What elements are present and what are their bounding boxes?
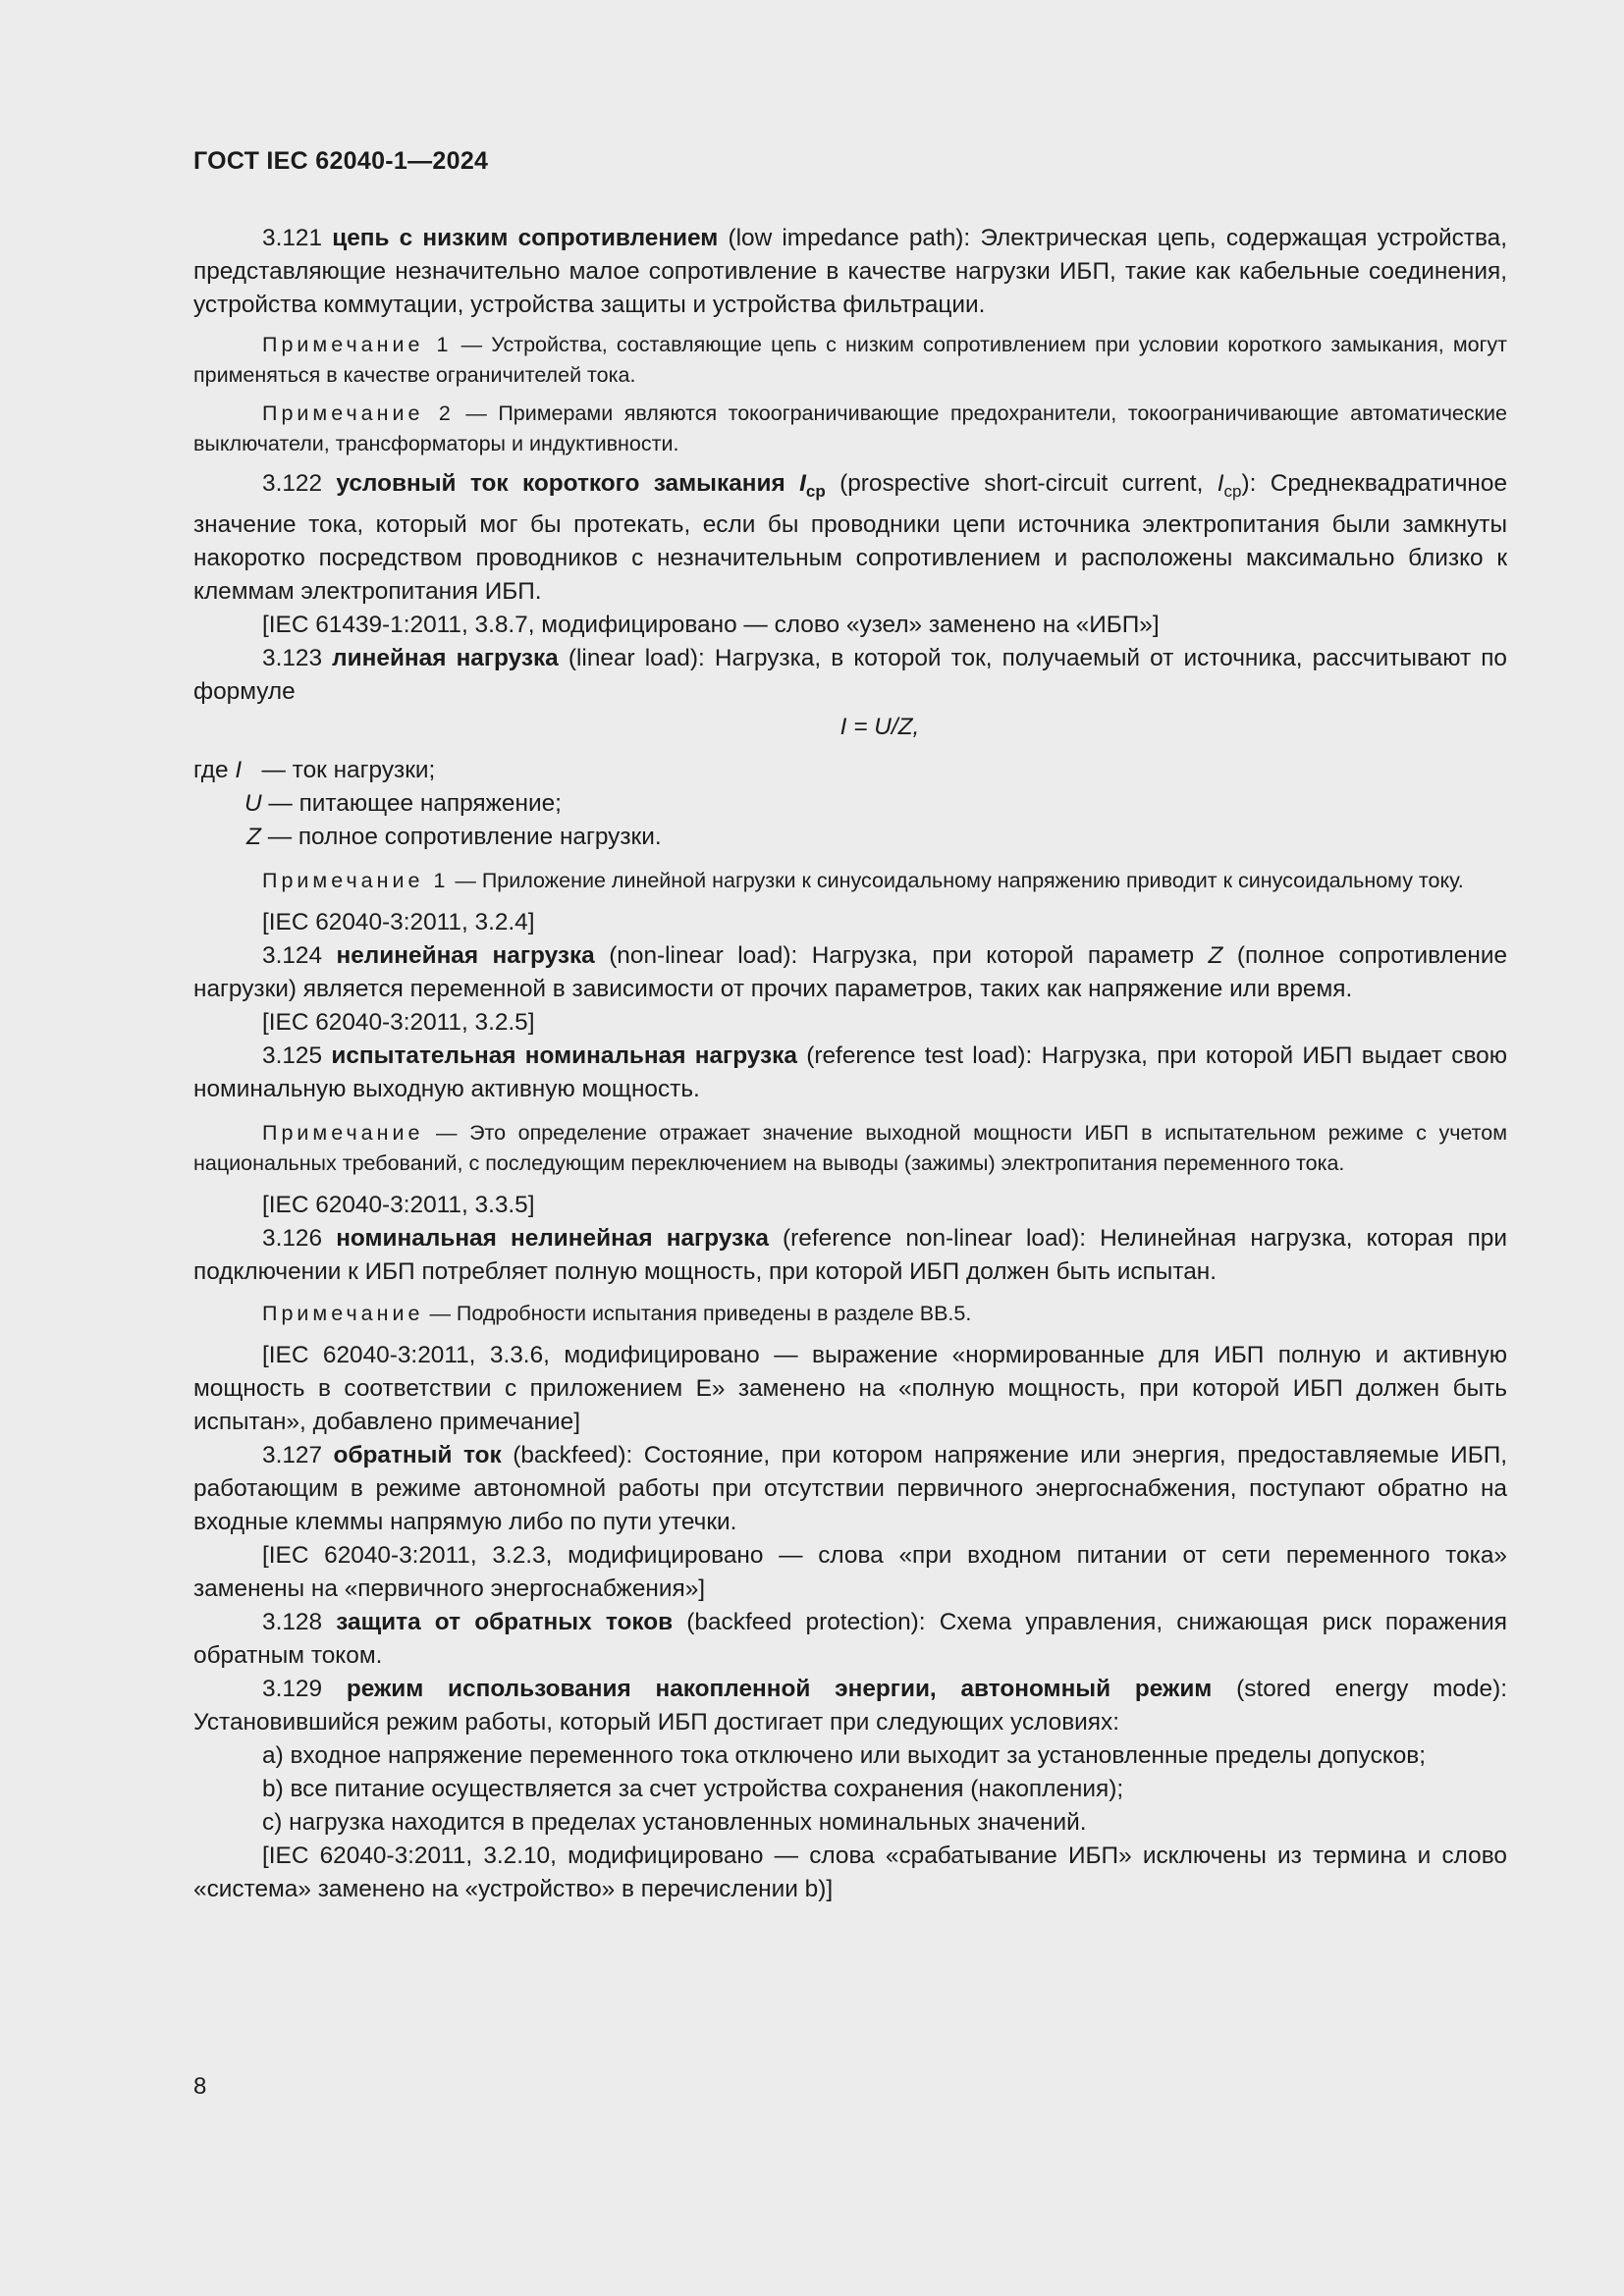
term-name: номинальная нелинейная нагрузка — [336, 1225, 769, 1252]
legend-text: — ток нагрузки; — [261, 757, 436, 783]
list-item-a: a) входное напряжение переменного тока отключено или выходит за установленные пределы допусков; — [262, 1742, 1427, 1769]
note-text: — Подробности испытания приведены в разделе ВВ.5. — [429, 1302, 972, 1325]
term-symbol-subscript: ср — [805, 482, 826, 501]
where-word: где — [193, 757, 229, 783]
term-number: 3.125 — [262, 1042, 323, 1069]
term-name: защита от обратных токов — [336, 1609, 674, 1635]
legend-text: — полное сопротивление нагрузки. — [267, 824, 662, 850]
term-definition-part2: ): Среднеквадратичное значение тока, который мог бы протекать, если бы проводники цепи источника электропитания были замкнуты накоротко посредством проводников с незначительным сопротивлением и расположены максимально близко к клеммам электропитания ИБП. — [193, 470, 1508, 605]
note-label: Примечание — [262, 1302, 424, 1325]
legend-line-u — [193, 787, 1507, 821]
note-text: — Это определение отражает значение выходной мощности ИБП в испытательном режиме с учетом национальных требований, с последующим переключением на выводы (зажимы) электропитания переменного тока. — [193, 1121, 1507, 1175]
term-definition: (backfeed protection): Схема управления, снижающая риск поражения обратным током. — [193, 1609, 1507, 1669]
term-name: цепь с низким сопротивлением — [332, 225, 719, 251]
term-3-128 — [193, 1606, 1507, 1673]
note-text: — Примерами являются токоограничивающие предохранители, токоограничивающие автоматические выключатели, трансформаторы и индуктивности. — [193, 401, 1507, 455]
note-3-126 — [193, 1299, 1507, 1329]
term-3-129 — [193, 1673, 1507, 1739]
term-symbol: I — [799, 470, 806, 497]
document-body — [193, 222, 1507, 1906]
reference-3-122: [IEC 61439-1:2011, 3.8.7, модифицировано — слово «узел» заменено на «ИБП»] — [262, 612, 1160, 638]
term-definition-part1: (non-linear load): Нагрузка, при которой параметр — [609, 942, 1195, 969]
note-label: Примечание 1 — [262, 333, 453, 356]
term-number: 3.121 — [262, 225, 323, 251]
reference-3-129: [IEC 62040-3:2011, 3.2.10, модифицировано — слова «срабатывание ИБП» исключены из термина и слово «система» заменено на «устройство» в перечислении b)] — [193, 1842, 1507, 1902]
note-text: — Приложение линейной нагрузки к синусоидальному напряжению приводит к синусоидальному току. — [455, 869, 1464, 892]
term-number: 3.127 — [262, 1442, 323, 1468]
term-3-126 — [193, 1222, 1507, 1289]
term-number: 3.124 — [262, 942, 323, 969]
reference-3-126: [IEC 62040-3:2011, 3.3.6, модифицировано — выражение «нормированные для ИБП полную и активную мощность в соответствии с приложением Е» заменено на «полную мощность, при которой ИБП должен быть испытан», добавлено примечание] — [193, 1342, 1507, 1435]
term-name: условный ток короткого замыкания — [336, 470, 785, 497]
term-name: линейная нагрузка — [332, 645, 559, 671]
term-number: 3.129 — [262, 1676, 323, 1702]
term-symbol-inline: Z — [1208, 942, 1223, 969]
reference-3-123: [IEC 62040-3:2011, 3.2.4] — [262, 909, 535, 935]
term-definition: (reference test load): Нагрузка, при которой ИБП выдает свою номинальную выходную активную мощность. — [193, 1042, 1507, 1102]
term-symbol-inline-subscript: ср — [1223, 482, 1242, 501]
term-name: испытательная номинальная нагрузка — [331, 1042, 797, 1069]
formula: I = U/Z, — [839, 714, 920, 740]
legend-line-i — [193, 754, 1507, 787]
legend-symbol: U — [244, 790, 262, 817]
term-3-127 — [193, 1439, 1507, 1539]
legend-symbol: I — [235, 757, 243, 783]
legend-text: — питающее напряжение; — [268, 790, 562, 817]
term-definition: (low impedance path): Электрическая цепь, содержащая устройства, представляющие незначительно малое сопротивление в качестве нагрузки ИБП, такие как кабельные соединения, устройства коммутации, устройства защиты и устройства фильтрации. — [193, 225, 1507, 318]
term-name: режим использования накопленной энергии, автономный режим — [346, 1676, 1213, 1702]
term-definition: (stored energy mode): Установившийся режим работы, который ИБП достигает при следующих условиях: — [193, 1676, 1508, 1735]
note-3-121-2 — [193, 399, 1507, 459]
page-number: 8 — [193, 2073, 207, 2100]
term-3-124 — [193, 939, 1507, 1006]
reference-3-127: [IEC 62040-3:2011, 3.2.3, модифицировано — слова «при входном питании от сети переменного тока» заменены на «первичного энергоснабжения»] — [193, 1542, 1507, 1602]
term-3-125 — [193, 1040, 1507, 1106]
reference-3-124: [IEC 62040-3:2011, 3.2.5] — [262, 1009, 535, 1036]
note-3-121-1 — [193, 330, 1507, 391]
reference-3-125: [IEC 62040-3:2011, 3.3.5] — [262, 1192, 535, 1218]
term-number: 3.122 — [262, 470, 323, 497]
note-label: Примечание — [262, 1121, 424, 1145]
term-definition: (backfeed): Состояние, при котором напряжение или энергия, предоставляемые ИБП, работающим в режиме автономной работы при отсутствии первичного энергоснабжения, поступают обратно на входные клеммы напрямую либо по пути утечки. — [193, 1442, 1508, 1535]
term-symbol-inline: I — [1217, 470, 1224, 497]
note-3-125 — [193, 1118, 1507, 1179]
term-number: 3.126 — [262, 1225, 323, 1252]
legend-symbol: Z — [246, 824, 261, 850]
note-label: Примечание 2 — [262, 401, 455, 425]
list-item-c: c) нагрузка находится в пределах установленных номинальных значений. — [262, 1809, 1087, 1836]
term-definition-part1: (prospective short-circuit current, — [839, 470, 1204, 497]
term-definition-part2: (полное сопротивление нагрузки) является переменной в зависимости от прочих параметров, таких как напряжение или время. — [193, 942, 1508, 1002]
note-text: — Устройства, составляющие цепь с низким сопротивлением при условии короткого замыкания, могут применяться в качестве ограничителей тока. — [193, 333, 1508, 387]
term-3-122 — [193, 467, 1507, 609]
term-name: обратный ток — [333, 1442, 502, 1468]
term-definition: (reference non-linear load): Нелинейная нагрузка, которая при подключении к ИБП потребляет полную мощность, при которой ИБП должен быть испытан. — [193, 1225, 1507, 1285]
legend-line-z — [193, 821, 1507, 854]
term-name: нелинейная нагрузка — [336, 942, 595, 969]
formula-legend — [193, 754, 1507, 854]
note-3-123 — [193, 866, 1507, 896]
term-number: 3.128 — [262, 1609, 323, 1635]
term-3-121 — [193, 222, 1507, 322]
term-number: 3.123 — [262, 645, 323, 671]
term-definition: (linear load): Нагрузка, в которой ток, получаемый от источника, рассчитывают по формуле — [193, 645, 1507, 705]
document-header: ГОСТ IEC 62040-1—2024 — [193, 147, 489, 175]
list-item-b: b) все питание осуществляется за счет устройства сохранения (накопления); — [262, 1776, 1124, 1802]
note-label: Примечание 1 — [262, 869, 450, 892]
term-3-123 — [193, 642, 1507, 709]
